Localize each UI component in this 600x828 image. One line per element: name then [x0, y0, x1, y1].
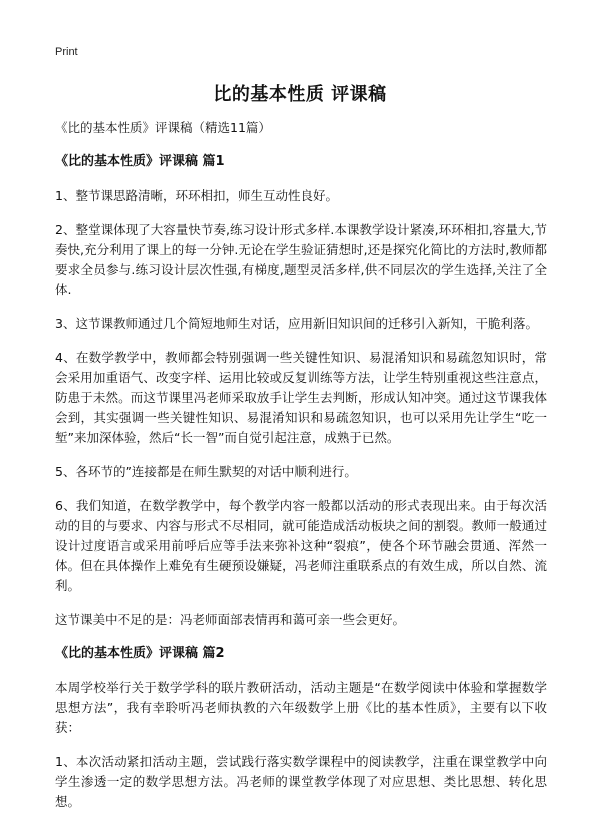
paragraph: 1、整节课思路清晰，环环相扣，师生互动性良好。	[55, 188, 338, 203]
document-title: 比的基本性质 评课稿	[213, 84, 387, 105]
section-heading-1: 《比的基本性质》评课稿 篇1	[55, 154, 225, 169]
document-body	[55, 118, 547, 826]
paragraph: 3、这节课教师通过几个简短地师生对话，应用新旧知识间的迁移引入新知，干脆利落。	[55, 316, 538, 331]
paragraph: 1、本次活动紧扣活动主题，尝试践行落实数学课程中的阅读教学，注重在课堂教学中向学生渗透一定的数学思想方法。冯老师的课堂教学体现了对应思想、类比思想、转化思想。	[55, 754, 547, 809]
paragraph: 本周学校举行关于数学学科的联片教研活动，活动主题是“在数学阅读中体验和掌握数学思想方法”，我有幸聆听冯老师执教的六年级数学上册《比的基本性质》，主要有以下收获：	[55, 680, 547, 735]
section-heading-2: 《比的基本性质》评课稿 篇2	[55, 646, 225, 661]
paragraph: 6、我们知道，在数学教学中，每个教学内容一般都以活动的形式表现出来。由于每次活动的目的与要求、内容与形式不尽相同，就可能造成活动板块之间的割裂。教师一般通过设计过度语言或采用前呼后应等手法来弥补这种“裂痕”，使各个环节融会贯通、浑然一体。但在具体操作上难免有生硬预设嫌疑，冯老师注重联系点的有效生成，所以自然、流利。	[55, 498, 547, 593]
document-subtitle: 《比的基本性质》评课稿（精选11篇）	[55, 120, 271, 135]
paragraph: 5、各环节的”连接都是在师生默契的对话中顺利进行。	[55, 464, 357, 479]
paragraph: 2、整堂课体现了大容量快节奏,练习设计形式多样.本课教学设计紧凑,环环相扣,容量大,节奏快,充分利用了课上的每一分钟.无论在学生验证猜想时,还是探究化简比的方法时,教师都要求全员参与.练习设计层次性强,有梯度,题型灵活多样,供不同层次的学生选择,关注了全体.	[55, 222, 547, 297]
paragraph: 4、在数学教学中，教师都会特别强调一些关键性知识、易混淆知识和易疏忽知识时，常会采用加重语气、改变字样、运用比较或反复训练等方法，让学生特别重视这些注意点，防患于未然。而这节课里冯老师采取放手让学生去判断，形成认知冲突。通过这节课我体会到，其实强调一些关键性知识、易混淆知识和易疏忽知识，也可以采用先让学生“吃一堑”来加深体验，然后“长一智”而自觉引起注意，成熟于已然。	[55, 350, 547, 445]
print-label: Print	[55, 46, 78, 58]
paragraph: 这节课美中不足的是：冯老师面部表情再和蔼可亲一些会更好。	[55, 612, 406, 627]
